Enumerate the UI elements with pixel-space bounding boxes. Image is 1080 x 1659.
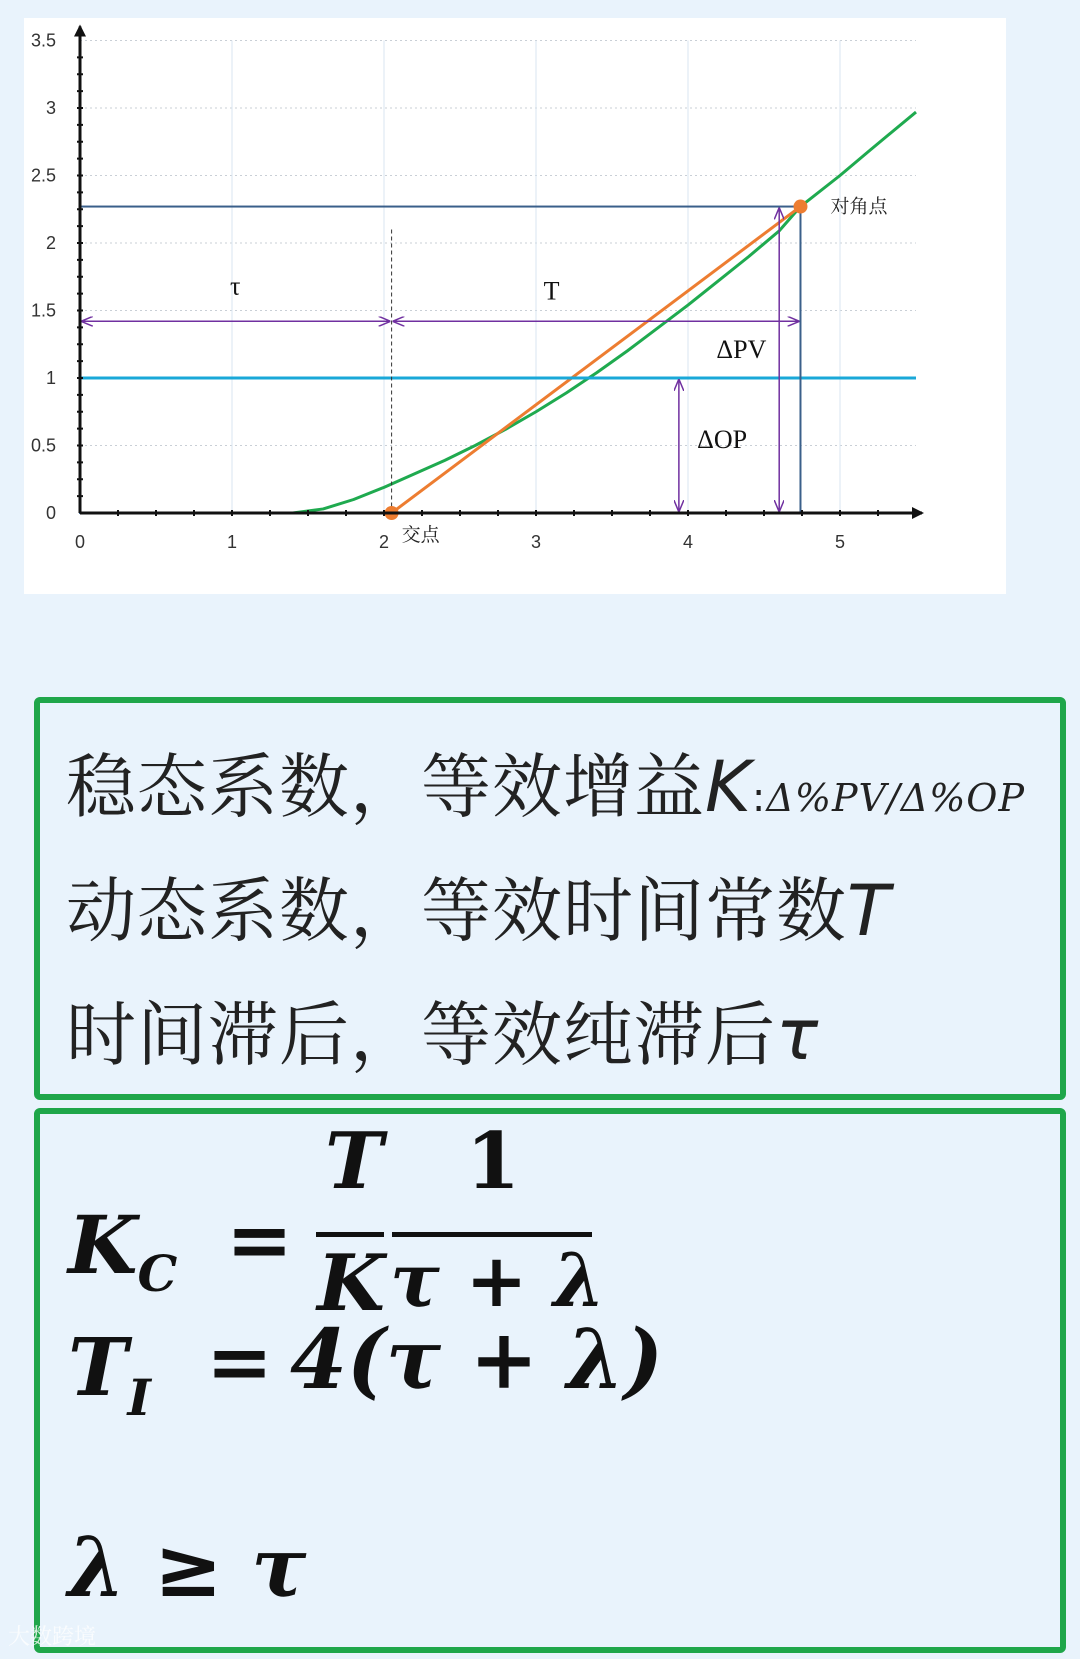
ti-equals: = — [206, 1314, 274, 1408]
gain-definition-line — [66, 731, 1025, 832]
frac2-bar — [392, 1232, 592, 1237]
x-tick-label: 1 — [226, 532, 238, 552]
kc-symbol — [68, 1198, 178, 1303]
diagonal-point-label: 对角点 — [830, 195, 888, 218]
x-tick-label: 0 — [74, 532, 86, 552]
kc-subscript: C — [137, 1244, 178, 1303]
frac1-bar — [316, 1232, 384, 1237]
frac2-denominator: τ + λ — [390, 1238, 606, 1324]
frac1-numerator: T — [324, 1116, 384, 1207]
y-tick-label: 2.5 — [30, 165, 56, 186]
y-tick-label: 0.5 — [30, 435, 56, 456]
ti-symbol — [68, 1320, 151, 1427]
gain-variable: K — [705, 746, 752, 828]
dPV-label: ΔPV — [716, 334, 767, 364]
frac2-numerator: 1 — [465, 1116, 521, 1207]
parameter-definitions-box — [34, 697, 1066, 1100]
ti-expression: 4(τ + λ) — [290, 1312, 664, 1408]
gain-colon: : — [751, 775, 767, 821]
dead-time-variable: τ — [776, 994, 820, 1076]
diagonal-point — [793, 200, 807, 214]
dOP-label: ΔOP — [697, 425, 748, 455]
gain-definition-text: 稳态系数，等效增益 — [66, 746, 705, 828]
reference-rectangle — [80, 207, 800, 513]
dead-time-text: 时间滞后，等效纯滞后 — [66, 994, 776, 1076]
x-tick-label: 4 — [682, 532, 694, 552]
process-response-curve — [80, 112, 916, 513]
y-tick-label: 0 — [45, 503, 56, 523]
ti-subscript: I — [127, 1368, 151, 1427]
y-tick-label: 1 — [45, 368, 56, 388]
tuning-formulas-box — [34, 1108, 1066, 1653]
lambda-condition: λ ≥ τ — [68, 1520, 307, 1616]
y-tick-label: 3 — [45, 98, 56, 118]
kc-equals: = — [226, 1192, 294, 1286]
y-tick-label: 2 — [45, 233, 56, 253]
x-tick-label: 3 — [530, 532, 542, 552]
step-response-chart — [24, 18, 1006, 594]
time-constant-text: 动态系数，等效时间常数 — [66, 870, 847, 952]
tau-label: τ — [230, 271, 241, 301]
intersection-label: 交点 — [401, 524, 440, 546]
T-label: T — [543, 276, 560, 306]
y-tick-label: 3.5 — [30, 30, 56, 51]
frac1-denominator: K — [317, 1238, 385, 1329]
dead-time-definition-line — [66, 979, 819, 1080]
time-constant-definition-line — [66, 855, 891, 956]
watermark-logo: 大数跨境 — [8, 1625, 97, 1650]
x-tick-label: 2 — [378, 532, 390, 552]
x-tick-label: 5 — [834, 532, 846, 552]
kc-letter: K — [68, 1198, 138, 1292]
ti-letter: T — [68, 1320, 128, 1414]
time-constant-variable: T — [847, 870, 891, 952]
y-tick-label: 1.5 — [30, 300, 56, 321]
chart-panel — [24, 18, 1006, 594]
gain-expression: Δ%PV/Δ%OP — [766, 776, 1026, 820]
